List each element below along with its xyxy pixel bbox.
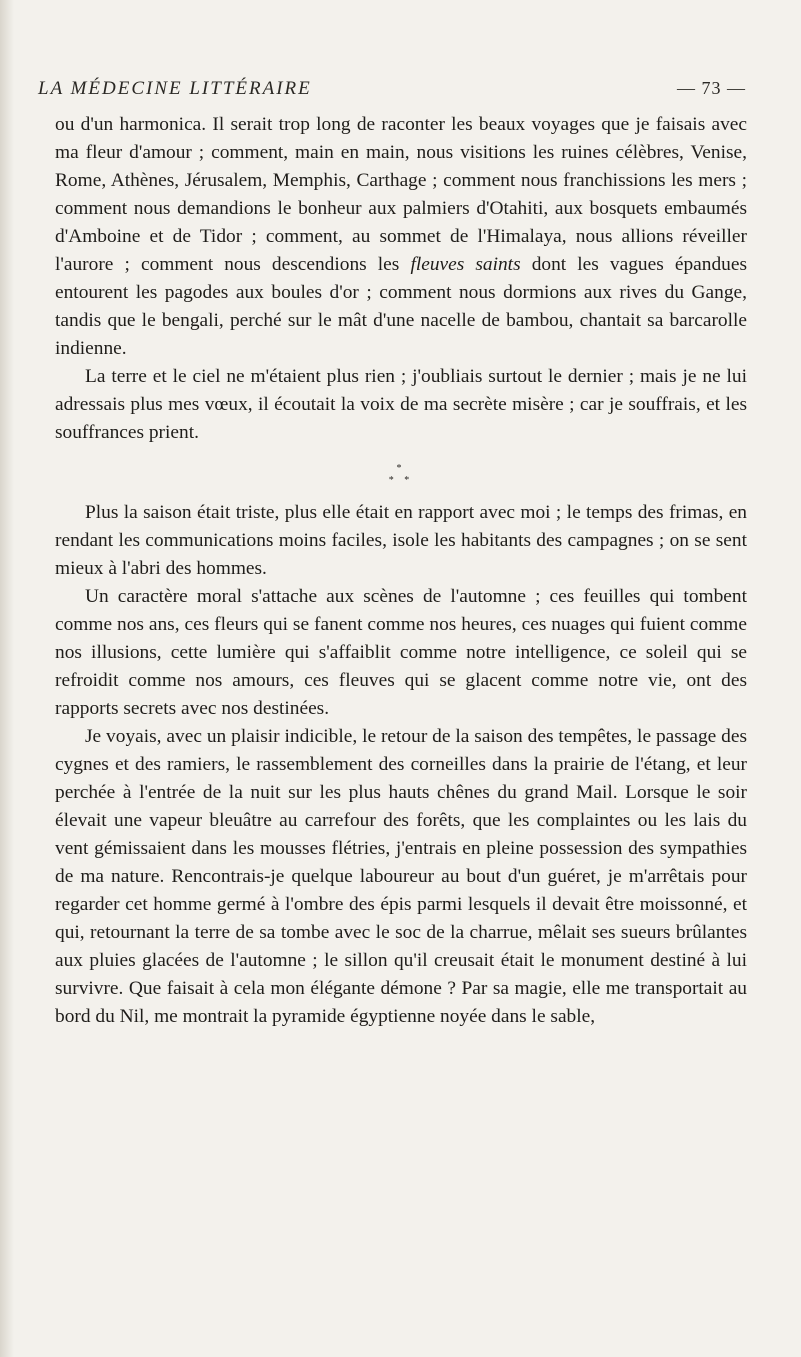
running-head [38,74,746,104]
paragraph-5: Je voyais, avec un plaisir indicible, le retour de la saison des tempêtes, le passage des cygnes et des ramiers, le rassemblement des corneilles dans la prairie de l'étang, et leur perchée à l'entrée de la nuit sur les plus hauts chênes du grand Mail. Lorsque le soir élevait une vapeur bleuâtre au carrefour des forêts, que les complaintes ou les lais du vent gémissaient dans les mousses flétries, j'entrais en pleine possession des sympathies de ma nature. Rencontrais-je quelque laboureur au bout d'un guéret, je m'arrêtais pour regarder cet homme germé à l'ombre des épis parmi lesquels il devait être moissonné, et qui, retournant la terre de sa tombe avec le soc de la charrue, mêlait ses sueurs brûlantes aux pluies glacées de l'automne ; le sillon qu'il creusait était le monument destiné à lui survivre. Que faisait à cela mon élégante démone ? Par sa magie, elle me transportait au bord du Nil, me montrait la pyramide égyptienne noyée dans le sable, [55,726,747,1027]
page-gutter-shadow [0,0,14,1357]
paragraph-3: Plus la saison était triste, plus elle était en rapport avec moi ; le temps des frimas, en rendant les communications moins faciles, isole les habitants des campagnes ; on se sent mieux à l'abri des hommes. [55,502,747,579]
page-number: — 73 — [677,78,746,98]
paragraph-2: La terre et le ciel ne m'étaient plus rien ; j'oubliais surtout le dernier ; mais je ne lui adressais plus mes vœux, il écoutait la voix de ma secrète misère ; car je souffrais, et les souffrances prient. [55,366,747,443]
running-title: LA MÉDECINE LITTÉRAIRE [38,78,312,99]
body-text [55,111,747,1031]
paragraph-4: Un caractère moral s'attache aux scènes de l'automne ; ces feuilles qui tombent comme nos ans, ces fleurs qui se fanent comme nos heures, ces nuages qui fuient comme nos illusions, cette lumière qui s'affaiblit comme notre intelligence, ce soleil qui se refroidit comme nos amours, ces fleuves qui se glacent comme notre vie, ont des rapports secrets avec nos destinées. [55,586,747,719]
paragraph-1 [55,111,747,363]
paragraph-1-start: ou d'un harmonica. Il serait trop long de raconter les beaux voyages que je faisais avec ma fleur d'amour ; comment, main en main, nous visitions les ruines célèbres, Venise, Rome, Athènes, Jérusalem, Memphis, Carthage ; comment nous franchissions les mers ; comment nous demandions le bonheur aux palmiers d'Otahiti, aux bosquets embaumés d'Amboine et de Tidor ; comment, au sommet de l'Himalaya, nous allions réveiller l'aurore ; comment nous descendions les [55,114,747,275]
paragraph-1-end: dont les vagues épandues entourent les pagodes aux boules d'or ; comment nous dormions aux rives du Gange, tandis que le bengali, perché sur le mât d'une nacelle de bambou, chantait sa barcarolle indienne. [55,254,747,359]
emphasis-fleuves-saints: fleuves saints [410,254,521,275]
asterism-top: * [396,463,406,474]
section-ornament [55,447,747,499]
asterism-bottom: * * [388,475,414,486]
